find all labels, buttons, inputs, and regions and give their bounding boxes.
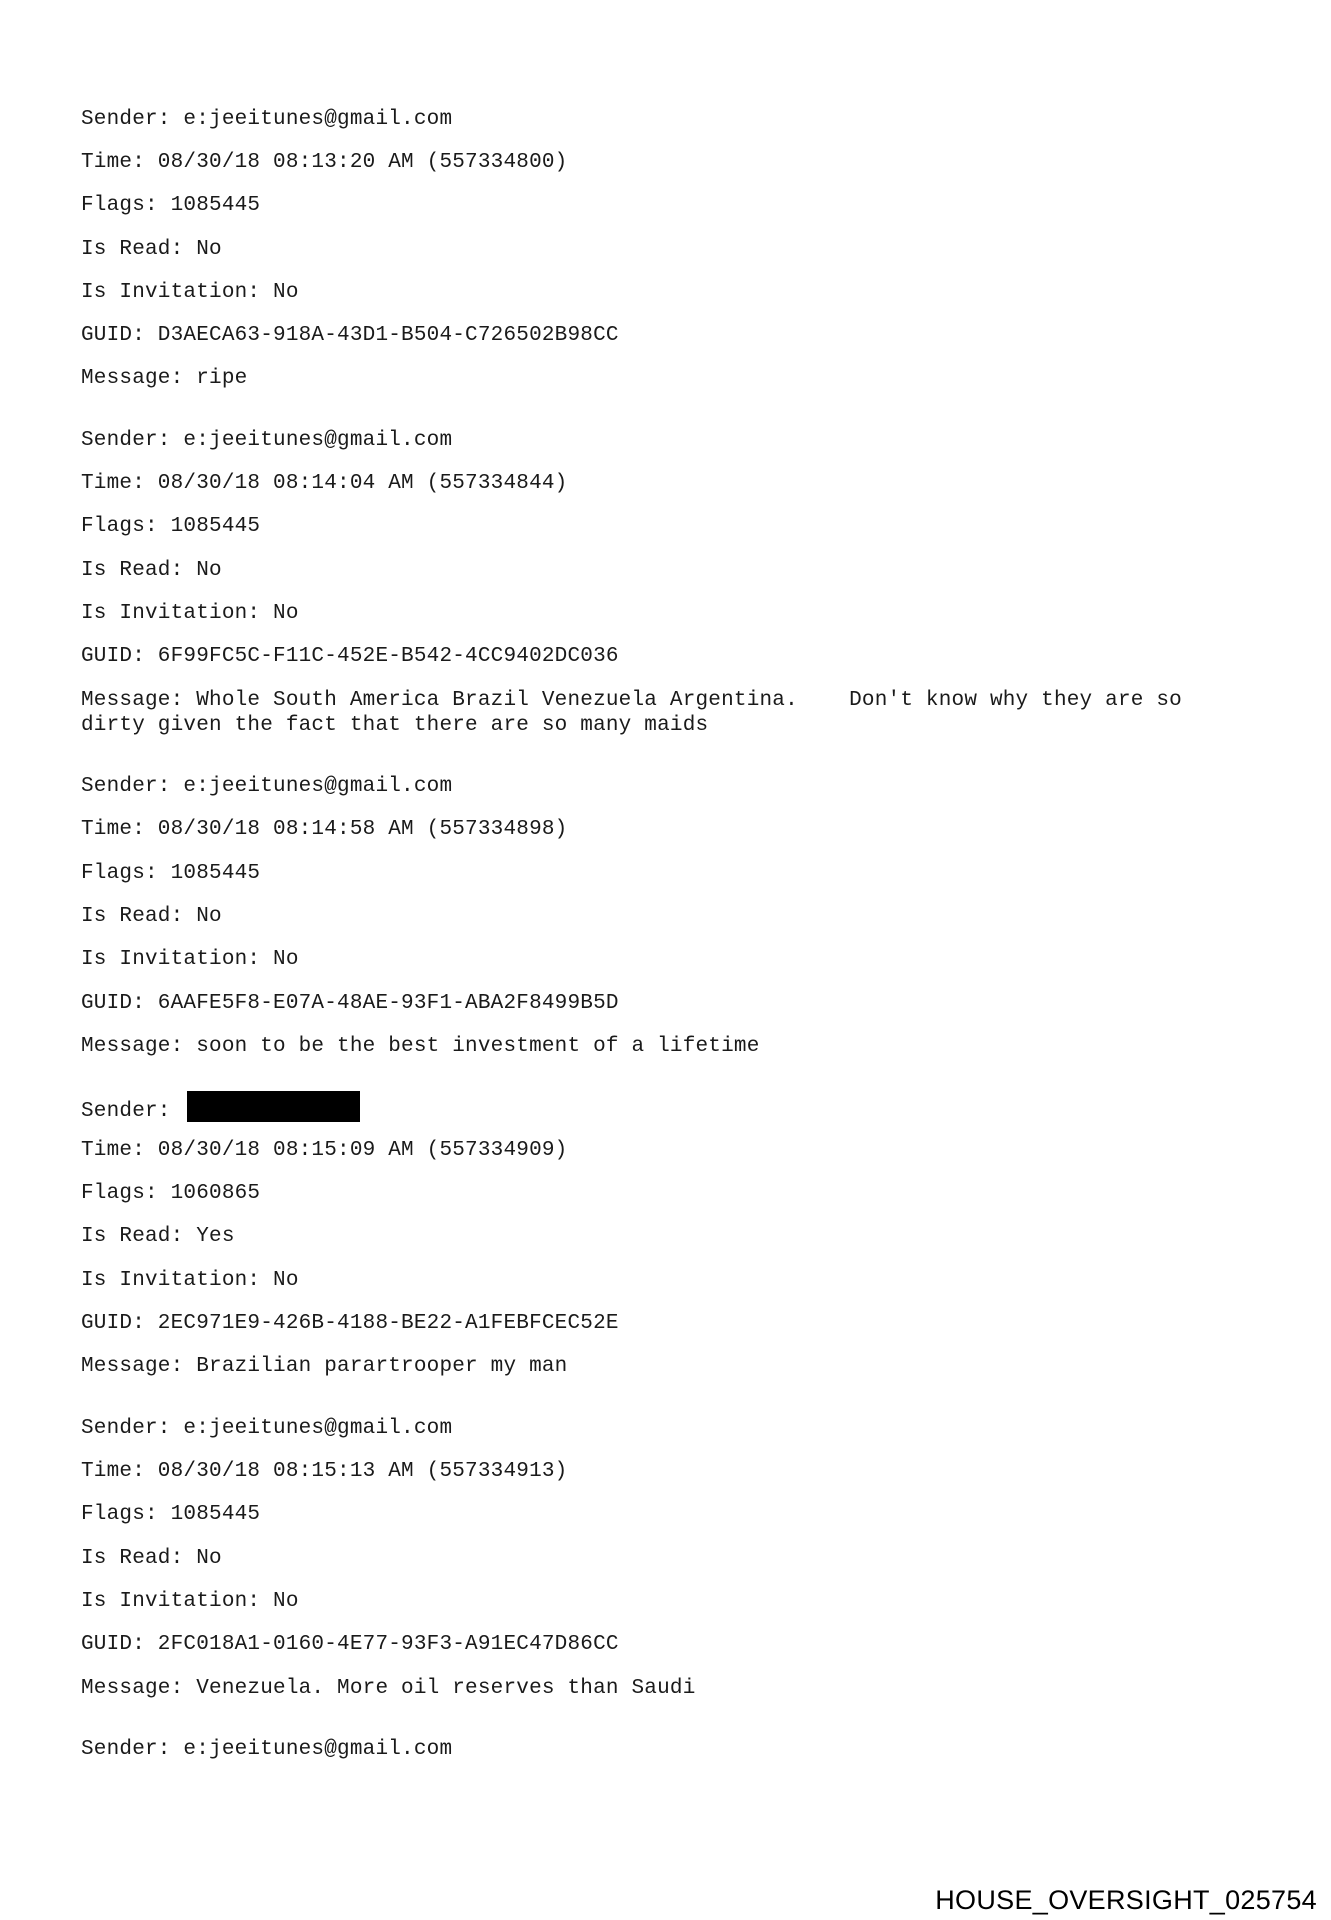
record-5-message: Message: Venezuela. More oil reserves than Saudi xyxy=(81,1677,696,1700)
record-4-flags: Flags: 1060865 xyxy=(81,1182,261,1205)
record-3-is-invitation: Is Invitation: No xyxy=(81,948,299,971)
record-5-is-read: Is Read: No xyxy=(81,1547,222,1570)
record-2-message-line-2: dirty given the fact that there are so many maids xyxy=(81,714,709,737)
record-5-is-invitation: Is Invitation: No xyxy=(81,1590,299,1613)
record-5-time: Time: 08/30/18 08:15:13 AM (557334913) xyxy=(81,1460,568,1483)
record-1-flags: Flags: 1085445 xyxy=(81,194,261,217)
record-2-is-read: Is Read: No xyxy=(81,559,222,582)
record-2-is-invitation: Is Invitation: No xyxy=(81,602,299,625)
record-3-time: Time: 08/30/18 08:14:58 AM (557334898) xyxy=(81,818,568,841)
record-1-is-read: Is Read: No xyxy=(81,238,222,261)
record-4-sender: Sender: xyxy=(81,1100,171,1124)
record-5-guid: GUID: 2FC018A1-0160-4E77-93F3-A91EC47D86CC xyxy=(81,1633,619,1656)
record-1-message: Message: ripe xyxy=(81,367,248,390)
record-4-guid: GUID: 2EC971E9-426B-4188-BE22-A1FEBFCEC52E xyxy=(81,1312,619,1335)
record-3-sender: Sender: e:jeeitunes@gmail.com xyxy=(81,775,453,798)
record-2-sender: Sender: e:jeeitunes@gmail.com xyxy=(81,429,453,452)
record-2-guid: GUID: 6F99FC5C-F11C-452E-B542-4CC9402DC036 xyxy=(81,645,619,668)
record-3-message: Message: soon to be the best investment of a lifetime xyxy=(81,1035,760,1058)
record-2-message-line-1: Message: Whole South America Brazil Venezuela Argentina. Don't know why they are so xyxy=(81,689,1182,712)
record-4-is-read: Is Read: Yes xyxy=(81,1225,235,1248)
record-1-guid: GUID: D3AECA63-918A-43D1-B504-C726502B98CC xyxy=(81,324,619,347)
bates-number: HOUSE_OVERSIGHT_025754 xyxy=(935,1885,1317,1915)
record-6-sender: Sender: e:jeeitunes@gmail.com xyxy=(81,1738,453,1761)
record-3-guid: GUID: 6AAFE5F8-E07A-48AE-93F1-ABA2F8499B5D xyxy=(81,992,619,1015)
record-4-time: Time: 08/30/18 08:15:09 AM (557334909) xyxy=(81,1139,568,1162)
record-3-is-read: Is Read: No xyxy=(81,905,222,928)
record-1-time: Time: 08/30/18 08:13:20 AM (557334800) xyxy=(81,151,568,174)
record-1-sender: Sender: e:jeeitunes@gmail.com xyxy=(81,108,453,131)
record-2-flags: Flags: 1085445 xyxy=(81,515,261,538)
record-1-is-invitation: Is Invitation: No xyxy=(81,281,299,304)
redaction-box xyxy=(187,1091,360,1122)
record-4-message: Message: Brazilian parartrooper my man xyxy=(81,1355,568,1378)
record-5-sender: Sender: e:jeeitunes@gmail.com xyxy=(81,1417,453,1440)
record-4-is-invitation: Is Invitation: No xyxy=(81,1269,299,1292)
record-2-time: Time: 08/30/18 08:14:04 AM (557334844) xyxy=(81,472,568,495)
record-5-flags: Flags: 1085445 xyxy=(81,1503,261,1526)
record-4-sender-row xyxy=(81,1095,360,1126)
record-3-flags: Flags: 1085445 xyxy=(81,862,261,885)
